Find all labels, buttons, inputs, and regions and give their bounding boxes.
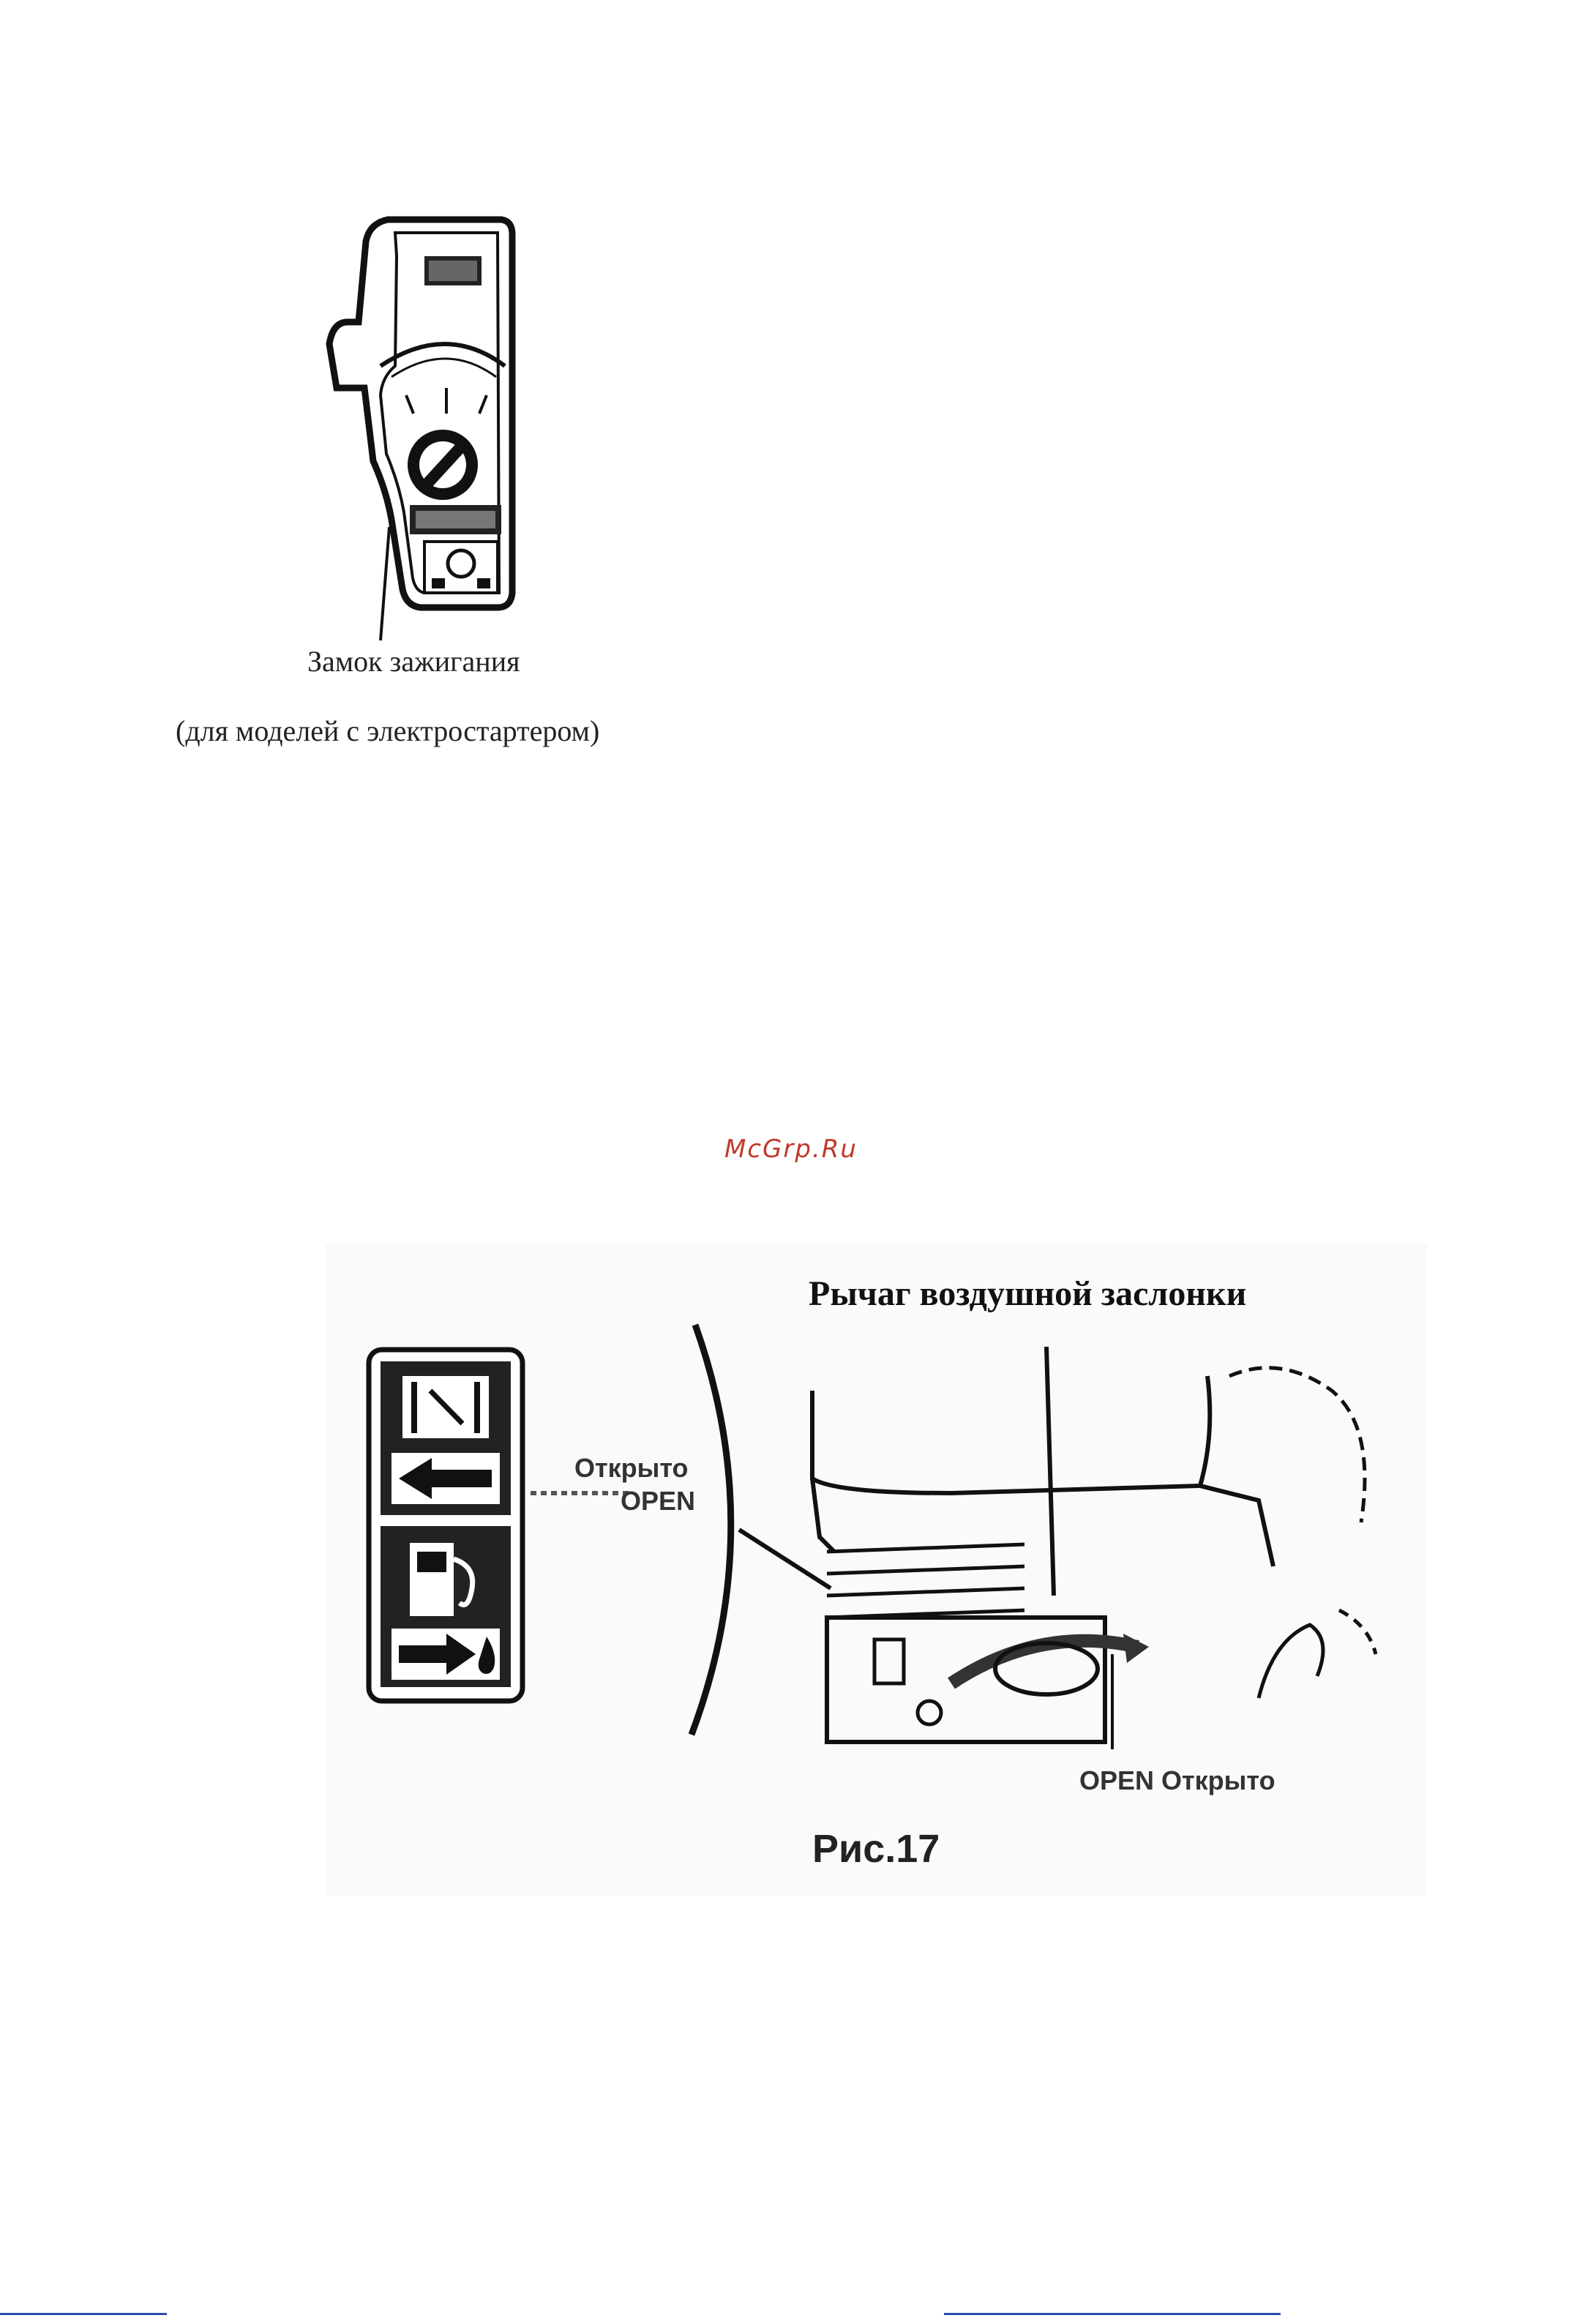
ignition-switch-illustration — [315, 212, 549, 651]
connector-arc — [527, 1317, 834, 1757]
figure-number: Рис.17 — [812, 1827, 940, 1871]
footer-rule-right — [944, 2313, 1281, 2315]
choke-figure-title: Рычаг воздушной заслонки — [809, 1274, 1247, 1313]
engine-choke-illustration — [805, 1332, 1390, 1771]
choke-lever-pointer — [1046, 1347, 1054, 1596]
watermark: McGrp.Ru — [724, 1134, 858, 1164]
ignition-caption-title: Замок зажигания — [307, 645, 520, 678]
choke-decal — [366, 1347, 527, 1705]
choke-open-label-ru: Открыто — [574, 1453, 689, 1483]
choke-open-label-bottom: OPEN Открыто — [1079, 1765, 1275, 1795]
footer-rule-left — [0, 2313, 167, 2315]
choke-open-label-en: OPEN — [621, 1486, 696, 1516]
ignition-caption-note: (для моделей с электростартером) — [176, 714, 600, 747]
